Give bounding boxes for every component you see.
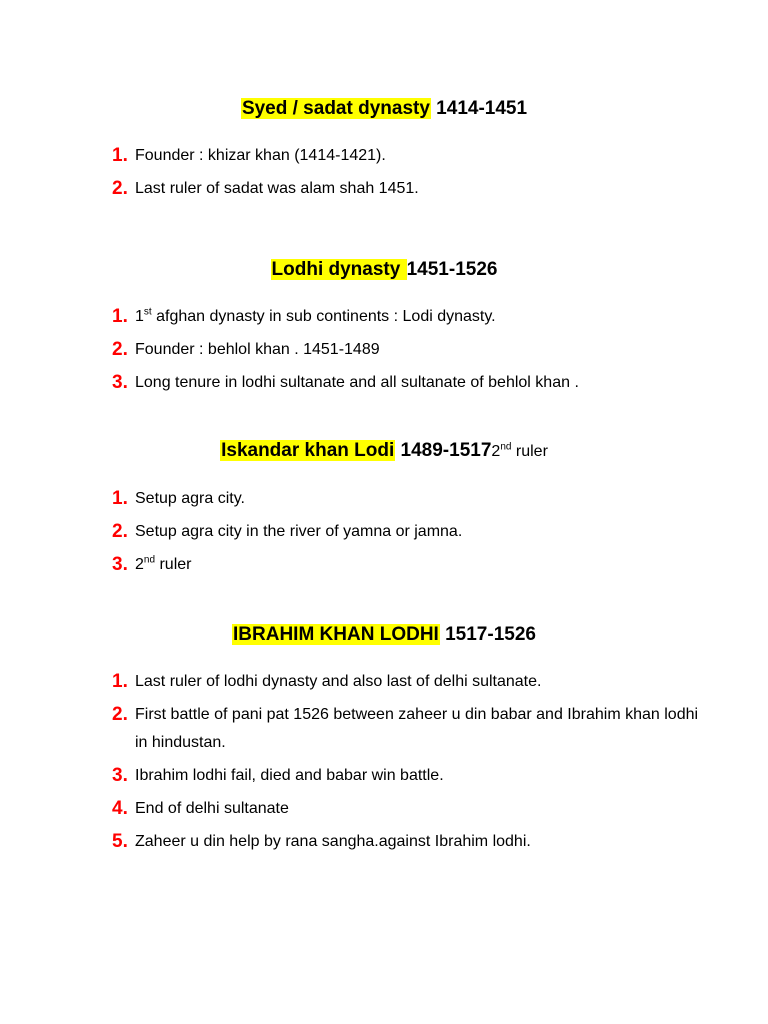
list-item [0,762,768,790]
item-text: Long tenure in lodhi sultanate and all sultanate of behlol khan . [135,374,579,391]
section-heading [0,622,768,648]
list-number: 5. [112,831,128,852]
list-number: 3. [112,372,128,393]
heading-suffix-number: 2 [491,443,501,460]
item-text: Setup agra city. [135,490,245,507]
item-text: Last ruler of lodhi dynasty and also last of delhi sultanate. [135,673,542,690]
list-number: 1. [112,306,128,327]
item-text: Setup agra city in the river of yamna or jamna. [135,523,463,540]
item-text: afghan dynasty in sub continents : Lodi dynasty. [151,308,496,325]
list-item [0,701,768,757]
item-prefix: 2 [135,556,144,573]
item-prefix: 1 [135,308,144,325]
list-item [0,795,768,823]
section-ibrahim-khan-lodhi [0,622,768,861]
list-item [0,369,768,397]
item-text: Founder : behlol khan . 1451-1489 [135,341,380,358]
list-number: 3. [112,554,128,575]
list-item [0,668,768,696]
item-superscript: st [143,306,152,318]
list-item [0,336,768,364]
heading-highlight: Syed / sadat dynasty [241,98,430,119]
list-number: 1. [112,671,128,692]
list-number: 2. [112,521,128,542]
list-item [0,175,768,203]
heading-highlight: Lodhi dynasty [271,259,406,280]
item-text: Zaheer u din help by rana sangha.against Ibrahim lodhi. [135,833,531,850]
heading-suffix-superscript: nd [500,441,512,453]
item-text: First battle of pani pat 1526 between zaheer u din babar and Ibrahim khan lodhi in hindustan. [135,706,699,751]
section-syed-dynasty [0,96,768,208]
section-heading [0,96,768,122]
heading-highlight: Iskandar khan Lodi [221,440,395,461]
list-item [0,142,768,170]
section-heading [0,257,768,283]
item-text: End of delhi sultanate [135,800,289,817]
list-number: 1. [112,488,128,509]
list-item [0,303,768,331]
list-item [0,828,768,856]
item-text: ruler [155,556,192,573]
item-text: Ibrahim lodhi fail, died and babar win battle. [135,767,444,784]
heading-years: 1517-1526 [439,624,536,645]
heading-suffix-text: ruler [511,443,548,460]
heading-years: 1451-1526 [406,259,498,280]
heading-years: 1489-1517 [395,440,492,461]
section-iskandar-khan-lodi [0,438,768,584]
numbered-list [0,668,768,856]
numbered-list [0,485,768,579]
heading-highlight: IBRAHIM KHAN LODHI [233,624,439,645]
list-item [0,518,768,546]
item-text: Founder : khizar khan (1414-1421). [135,147,386,164]
list-number: 3. [112,765,128,786]
item-text: Last ruler of sadat was alam shah 1451. [135,180,419,197]
item-superscript: nd [143,554,156,566]
list-item [0,485,768,513]
heading-years: 1414-1451 [430,98,528,119]
list-item [0,551,768,579]
list-number: 1. [112,145,128,166]
list-number: 2. [112,339,128,360]
section-lodhi-dynasty [0,257,768,402]
heading-suffix [491,443,547,460]
list-number: 4. [112,798,128,819]
numbered-list [0,142,768,203]
section-heading [0,438,768,465]
list-number: 2. [112,704,128,725]
list-number: 2. [112,178,128,199]
numbered-list [0,303,768,397]
